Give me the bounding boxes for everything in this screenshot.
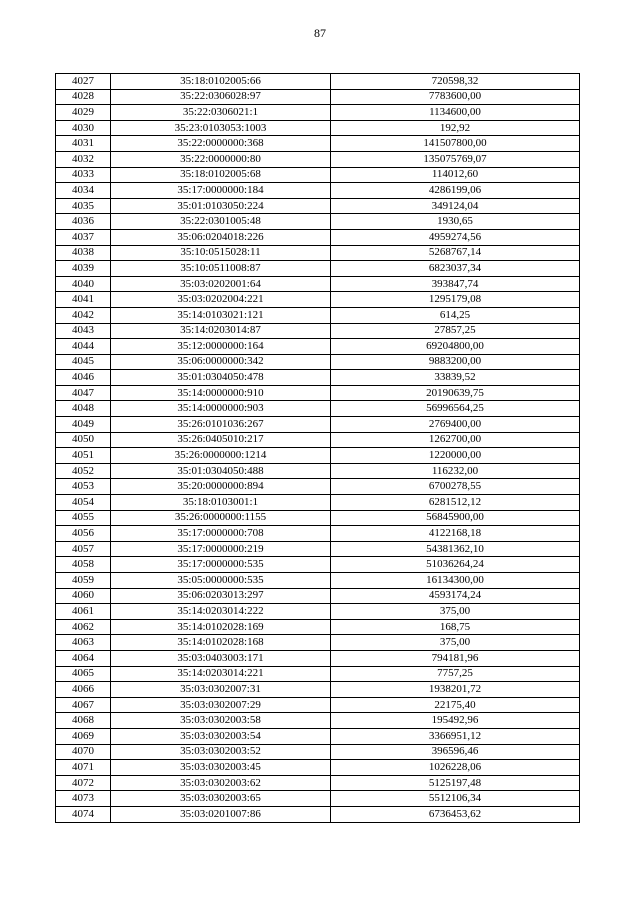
page-number: 87 bbox=[314, 26, 326, 40]
row-number-cell: 4045 bbox=[56, 354, 111, 370]
row-number-cell: 4051 bbox=[56, 448, 111, 464]
cadastral-value-cell: 349124,04 bbox=[331, 198, 580, 214]
table-row bbox=[56, 526, 580, 542]
cadastral-value-cell: 1930,65 bbox=[331, 214, 580, 230]
cadastral-value-cell: 51036264,24 bbox=[331, 557, 580, 573]
cadastral-value-cell: 393847,74 bbox=[331, 276, 580, 292]
row-number-cell: 4027 bbox=[56, 74, 111, 90]
cadastral-number-cell: 35:10:0515028:11 bbox=[111, 245, 331, 261]
table-row bbox=[56, 89, 580, 105]
row-number-cell: 4033 bbox=[56, 167, 111, 183]
cadastral-value-cell: 6823037,34 bbox=[331, 261, 580, 277]
cadastral-number-cell: 35:06:0204018:226 bbox=[111, 229, 331, 245]
cadastral-number-cell: 35:03:0302007:31 bbox=[111, 682, 331, 698]
cadastral-value-cell: 6281512,12 bbox=[331, 495, 580, 511]
cadastral-number-cell: 35:03:0302003:54 bbox=[111, 728, 331, 744]
cadastral-number-cell: 35:23:0103053:1003 bbox=[111, 120, 331, 136]
cadastral-value-cell: 1220000,00 bbox=[331, 448, 580, 464]
cadastral-value-cell: 5125197,48 bbox=[331, 775, 580, 791]
table-row bbox=[56, 666, 580, 682]
table-row bbox=[56, 775, 580, 791]
cadastral-number-cell: 35:20:0000000:894 bbox=[111, 479, 331, 495]
row-number-cell: 4068 bbox=[56, 713, 111, 729]
table-row bbox=[56, 276, 580, 292]
cadastral-number-cell: 35:06:0000000:342 bbox=[111, 354, 331, 370]
row-number-cell: 4062 bbox=[56, 619, 111, 635]
row-number-cell: 4029 bbox=[56, 105, 111, 121]
row-number-cell: 4041 bbox=[56, 292, 111, 308]
cadastral-value-cell: 4959274,56 bbox=[331, 229, 580, 245]
cadastral-number-cell: 35:03:0302003:65 bbox=[111, 791, 331, 807]
row-number-cell: 4039 bbox=[56, 261, 111, 277]
table-row bbox=[56, 806, 580, 822]
cadastral-number-cell: 35:26:0405010:217 bbox=[111, 432, 331, 448]
cadastral-number-cell: 35:18:0102005:66 bbox=[111, 74, 331, 90]
cadastral-value-cell: 1938201,72 bbox=[331, 682, 580, 698]
table-row bbox=[56, 604, 580, 620]
cadastral-value-cell: 4286199,06 bbox=[331, 183, 580, 199]
row-number-cell: 4048 bbox=[56, 401, 111, 417]
cadastral-value-cell: 794181,96 bbox=[331, 650, 580, 666]
cadastral-number-cell: 35:03:0302003:45 bbox=[111, 760, 331, 776]
table-row bbox=[56, 105, 580, 121]
table-row bbox=[56, 417, 580, 433]
row-number-cell: 4067 bbox=[56, 697, 111, 713]
cadastral-value-cell: 4593174,24 bbox=[331, 588, 580, 604]
cadastral-number-cell: 35:14:0203014:221 bbox=[111, 666, 331, 682]
cadastral-number-cell: 35:01:0304050:488 bbox=[111, 463, 331, 479]
cadastral-number-cell: 35:10:0511008:87 bbox=[111, 261, 331, 277]
cadastral-value-cell: 33839,52 bbox=[331, 370, 580, 386]
cadastral-value-cell: 56845900,00 bbox=[331, 510, 580, 526]
table-row bbox=[56, 495, 580, 511]
cadastral-value-cell: 56996564,25 bbox=[331, 401, 580, 417]
row-number-cell: 4057 bbox=[56, 541, 111, 557]
cadastral-value-cell: 2769400,00 bbox=[331, 417, 580, 433]
cadastral-value-cell: 1295179,08 bbox=[331, 292, 580, 308]
row-number-cell: 4066 bbox=[56, 682, 111, 698]
row-number-cell: 4030 bbox=[56, 120, 111, 136]
table-row bbox=[56, 292, 580, 308]
row-number-cell: 4049 bbox=[56, 417, 111, 433]
cadastral-value-cell: 141507800,00 bbox=[331, 136, 580, 152]
table-row bbox=[56, 354, 580, 370]
table-row bbox=[56, 728, 580, 744]
cadastral-number-cell: 35:03:0202004:221 bbox=[111, 292, 331, 308]
row-number-cell: 4047 bbox=[56, 385, 111, 401]
table-row bbox=[56, 635, 580, 651]
table-row bbox=[56, 744, 580, 760]
row-number-cell: 4073 bbox=[56, 791, 111, 807]
cadastral-number-cell: 35:03:0302003:62 bbox=[111, 775, 331, 791]
table-row bbox=[56, 214, 580, 230]
row-number-cell: 4044 bbox=[56, 339, 111, 355]
cadastral-number-cell: 35:17:0000000:535 bbox=[111, 557, 331, 573]
table-row bbox=[56, 198, 580, 214]
cadastral-value-cell: 9883200,00 bbox=[331, 354, 580, 370]
table-row bbox=[56, 307, 580, 323]
row-number-cell: 4031 bbox=[56, 136, 111, 152]
cadastral-value-cell: 6700278,55 bbox=[331, 479, 580, 495]
row-number-cell: 4055 bbox=[56, 510, 111, 526]
cadastral-number-cell: 35:14:0103021:121 bbox=[111, 307, 331, 323]
table-row bbox=[56, 588, 580, 604]
cadastral-number-cell: 35:26:0000000:1155 bbox=[111, 510, 331, 526]
cadastral-value-cell: 7757,25 bbox=[331, 666, 580, 682]
cadastral-number-cell: 35:14:0000000:910 bbox=[111, 385, 331, 401]
row-number-cell: 4059 bbox=[56, 573, 111, 589]
table-row bbox=[56, 167, 580, 183]
table-body bbox=[56, 74, 580, 823]
table-row bbox=[56, 713, 580, 729]
cadastral-value-cell: 5512106,34 bbox=[331, 791, 580, 807]
cadastral-number-cell: 35:03:0202001:64 bbox=[111, 276, 331, 292]
cadastral-value-cell: 614,25 bbox=[331, 307, 580, 323]
cadastral-value-cell: 135075769,07 bbox=[331, 151, 580, 167]
row-number-cell: 4069 bbox=[56, 728, 111, 744]
cadastral-value-cell: 116232,00 bbox=[331, 463, 580, 479]
cadastral-value-cell: 192,92 bbox=[331, 120, 580, 136]
cadastral-number-cell: 35:22:0000000:80 bbox=[111, 151, 331, 167]
cadastral-number-cell: 35:03:0403003:171 bbox=[111, 650, 331, 666]
cadastral-value-cell: 54381362,10 bbox=[331, 541, 580, 557]
row-number-cell: 4036 bbox=[56, 214, 111, 230]
cadastral-value-cell: 5268767,14 bbox=[331, 245, 580, 261]
cadastral-number-cell: 35:22:0306028:97 bbox=[111, 89, 331, 105]
row-number-cell: 4040 bbox=[56, 276, 111, 292]
cadastral-number-cell: 35:17:0000000:708 bbox=[111, 526, 331, 542]
row-number-cell: 4037 bbox=[56, 229, 111, 245]
cadastral-value-cell: 20190639,75 bbox=[331, 385, 580, 401]
table-row bbox=[56, 510, 580, 526]
table-row bbox=[56, 401, 580, 417]
cadastral-number-cell: 35:14:0203014:222 bbox=[111, 604, 331, 620]
cadastral-number-cell: 35:03:0302003:58 bbox=[111, 713, 331, 729]
row-number-cell: 4071 bbox=[56, 760, 111, 776]
cadastral-number-cell: 35:17:0000000:219 bbox=[111, 541, 331, 557]
cadastral-number-cell: 35:22:0301005:48 bbox=[111, 214, 331, 230]
row-number-cell: 4053 bbox=[56, 479, 111, 495]
cadastral-value-cell: 69204800,00 bbox=[331, 339, 580, 355]
row-number-cell: 4052 bbox=[56, 463, 111, 479]
table-row bbox=[56, 120, 580, 136]
table-row bbox=[56, 323, 580, 339]
row-number-cell: 4042 bbox=[56, 307, 111, 323]
table-row bbox=[56, 479, 580, 495]
cadastral-value-cell: 1134600,00 bbox=[331, 105, 580, 121]
cadastral-number-cell: 35:22:0306021:1 bbox=[111, 105, 331, 121]
cadastral-value-cell: 114012,60 bbox=[331, 167, 580, 183]
table-row bbox=[56, 261, 580, 277]
row-number-cell: 4061 bbox=[56, 604, 111, 620]
cadastral-number-cell: 35:01:0304050:478 bbox=[111, 370, 331, 386]
cadastral-number-cell: 35:18:0102005:68 bbox=[111, 167, 331, 183]
row-number-cell: 4072 bbox=[56, 775, 111, 791]
row-number-cell: 4028 bbox=[56, 89, 111, 105]
cadastral-number-cell: 35:26:0101036:267 bbox=[111, 417, 331, 433]
cadastral-value-cell: 27857,25 bbox=[331, 323, 580, 339]
cadastral-value-cell: 16134300,00 bbox=[331, 573, 580, 589]
cadastral-value-cell: 720598,32 bbox=[331, 74, 580, 90]
table-row bbox=[56, 245, 580, 261]
row-number-cell: 4056 bbox=[56, 526, 111, 542]
cadastral-value-cell: 1262700,00 bbox=[331, 432, 580, 448]
cadastral-number-cell: 35:17:0000000:184 bbox=[111, 183, 331, 199]
cadastral-number-cell: 35:03:0201007:86 bbox=[111, 806, 331, 822]
cadastral-value-cell: 168,75 bbox=[331, 619, 580, 635]
cadastral-value-cell: 7783600,00 bbox=[331, 89, 580, 105]
cadastral-number-cell: 35:14:0102028:169 bbox=[111, 619, 331, 635]
table-row bbox=[56, 650, 580, 666]
cadastral-number-cell: 35:03:0302003:52 bbox=[111, 744, 331, 760]
cadastral-number-cell: 35:01:0103050:224 bbox=[111, 198, 331, 214]
cadastral-value-cell: 375,00 bbox=[331, 635, 580, 651]
cadastral-value-cell: 375,00 bbox=[331, 604, 580, 620]
row-number-cell: 4064 bbox=[56, 650, 111, 666]
table-row bbox=[56, 697, 580, 713]
table-row bbox=[56, 151, 580, 167]
table-row bbox=[56, 541, 580, 557]
table-row bbox=[56, 432, 580, 448]
cadastral-number-cell: 35:06:0203013:297 bbox=[111, 588, 331, 604]
table-row bbox=[56, 619, 580, 635]
table-row bbox=[56, 370, 580, 386]
row-number-cell: 4034 bbox=[56, 183, 111, 199]
table-row bbox=[56, 463, 580, 479]
row-number-cell: 4032 bbox=[56, 151, 111, 167]
table-row bbox=[56, 339, 580, 355]
table-row bbox=[56, 760, 580, 776]
cadastral-number-cell: 35:12:0000000:164 bbox=[111, 339, 331, 355]
row-number-cell: 4038 bbox=[56, 245, 111, 261]
row-number-cell: 4054 bbox=[56, 495, 111, 511]
cadastral-value-cell: 1026228,06 bbox=[331, 760, 580, 776]
cadastral-number-cell: 35:14:0203014:87 bbox=[111, 323, 331, 339]
table-row bbox=[56, 74, 580, 90]
cadastral-value-cell: 22175,40 bbox=[331, 697, 580, 713]
cadastral-number-cell: 35:26:0000000:1214 bbox=[111, 448, 331, 464]
cadastral-number-cell: 35:14:0000000:903 bbox=[111, 401, 331, 417]
row-number-cell: 4060 bbox=[56, 588, 111, 604]
row-number-cell: 4043 bbox=[56, 323, 111, 339]
row-number-cell: 4058 bbox=[56, 557, 111, 573]
table-row bbox=[56, 183, 580, 199]
cadastral-value-table bbox=[55, 73, 580, 823]
cadastral-number-cell: 35:22:0000000:368 bbox=[111, 136, 331, 152]
table-row bbox=[56, 229, 580, 245]
cadastral-value-cell: 396596,46 bbox=[331, 744, 580, 760]
cadastral-number-cell: 35:03:0302007:29 bbox=[111, 697, 331, 713]
row-number-cell: 4035 bbox=[56, 198, 111, 214]
table-row bbox=[56, 448, 580, 464]
row-number-cell: 4050 bbox=[56, 432, 111, 448]
row-number-cell: 4046 bbox=[56, 370, 111, 386]
row-number-cell: 4074 bbox=[56, 806, 111, 822]
cadastral-value-cell: 4122168,18 bbox=[331, 526, 580, 542]
cadastral-value-cell: 3366951,12 bbox=[331, 728, 580, 744]
cadastral-value-cell: 6736453,62 bbox=[331, 806, 580, 822]
cadastral-number-cell: 35:05:0000000:535 bbox=[111, 573, 331, 589]
table-row bbox=[56, 573, 580, 589]
table-row bbox=[56, 385, 580, 401]
cadastral-number-cell: 35:18:0103001:1 bbox=[111, 495, 331, 511]
table-row bbox=[56, 791, 580, 807]
row-number-cell: 4063 bbox=[56, 635, 111, 651]
table-row bbox=[56, 557, 580, 573]
row-number-cell: 4065 bbox=[56, 666, 111, 682]
table-row bbox=[56, 682, 580, 698]
row-number-cell: 4070 bbox=[56, 744, 111, 760]
table-row bbox=[56, 136, 580, 152]
cadastral-number-cell: 35:14:0102028:168 bbox=[111, 635, 331, 651]
cadastral-value-cell: 195492,96 bbox=[331, 713, 580, 729]
